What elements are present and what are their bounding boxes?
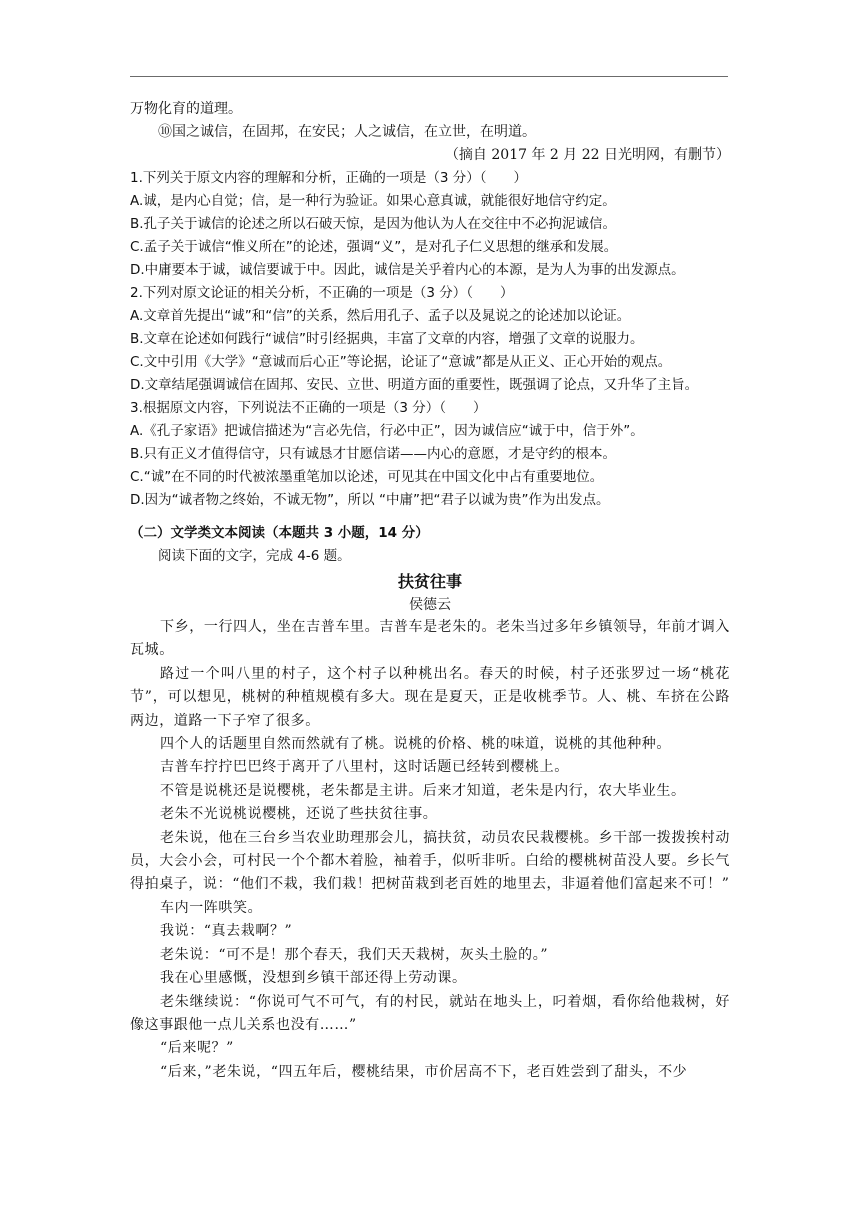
header-rule [130,76,728,77]
passage-source: （摘自 2017 年 2 月 22 日光明网，有删节） [444,147,730,163]
story-paragraph: 吉普车拧拧巴巴终于离开了八里村，这时话题已经转到樱桃上。 [160,759,569,776]
story-paragraph: 老朱不光说桃说樱桃，还说了些扶贫往事。 [160,806,438,823]
section-heading: （二）文学类文本阅读（本题共 3 小题，14 分） [130,525,429,541]
question-option: D.因为“诚者物之终始，不诚无物”，所以 “中庸”把“君子以诚为贵”作为出发点。 [130,492,610,508]
question-option: C.孟子关于诚信“惟义所在”的论述，强调“义”，是对孔子仁义思想的继承和发展。 [130,239,618,255]
question-option: B.只有正义才值得信守，只有诚恳才甘愿信诺——内心的意愿，才是守约的根本。 [130,446,617,462]
story-paragraph: “后来呢？” [160,1040,234,1057]
story-paragraph: 四个人的话题里自然而然就有了桃。说桃的价格、桃的味道，说桃的其他种种。 [160,736,671,753]
story-title: 扶贫往事 [397,572,462,591]
question-3 [130,397,730,512]
section-instruction: 阅读下面的文字，完成 4-6 题。 [158,548,351,564]
question-option: C.文中引用《大学》“意诚而后心正”等论据，论证了“意诚”都是从正义、正心开始的观点。 [130,354,672,370]
question-option: B.孔子关于诚信的论述之所以石破天惊，是因为他认为人在交往中不必拘泥诚信。 [130,216,617,232]
story-paragraph: “后来，”老朱说，“四五年后，樱桃结果，市价居高不下，老百姓尝到了甜头，不少 [160,1063,688,1080]
story-paragraph: 路过一个叫八里的村子，这个村子以种桃出名。春天的时候，村子还张罗过一场“桃花节”，可以想见，桃树的种植规模有多大。现在是夏天，正是收桃季节。人、桃、车挤在公路两边，道路一下子窄了很多。 [130,665,730,729]
story-paragraph: 老朱说：“可不是！那个春天，我们天天栽树，灰头土脸的。” [160,946,549,963]
story-paragraph: 不管是说桃还是说樱桃，老朱都是主讲。后来才知道，老朱是内行，农大毕业生。 [160,782,686,799]
story-paragraph: 我在心里感慨，没想到乡镇干部还得上劳动课。 [160,970,467,987]
story-paragraph: 下乡，一行四人，坐在吉普车里。吉普车是老朱的。老朱当过多年乡镇领导，年前才调入瓦城。 [130,619,730,659]
question-option: C.“诚”在不同的时代被浓墨重笔加以论述，可见其在中国文化中占有重要地位。 [130,469,604,485]
story-paragraph: 我说：“真去栽啊？” [160,923,293,940]
story-paragraph: 车内一阵哄笑。 [160,899,263,916]
question-option: D.文章结尾强调诚信在固邦、安民、立世、明道方面的重要性，既强调了论点，又升华了主旨。 [130,377,699,393]
story-paragraph: 老朱说，他在三台乡当农业助理那会儿，搞扶贫，动员农民栽樱桃。乡干部一拨拨挨村动员，大会小会，可村民一个个都木着脸，袖着手，似听非听。白给的樱桃树苗没人要。乡长气得拍桌子，说：“他们不栽，我们栽！把树苗栽到老百姓的地里去，非逼着他们富起来不可！” [130,829,730,893]
passage-text-line: 万物化育的道理。 [130,101,242,117]
question-1 [130,167,730,282]
story-body [130,616,730,1084]
question-option: A.《孔子家语》把诚信描述为“言必先信，行必中正”，因为诚信应“诚于中，信于外”。 [130,423,644,439]
story-author: 侯德云 [409,597,451,613]
question-option: D.中庸要本于诚，诚信要诚于中。因此，诚信是关乎着内心的本源，是为人为事的出发源点。 [130,262,685,278]
question-option: A.文章首先提出“诚”和“信”的关系，然后用孔子、孟子以及晁说之的论述加以论证。 [130,308,631,324]
passage-paragraph-10: ⑩国之诚信，在固邦，在安民；人之诚信，在立世，在明道。 [158,124,536,140]
question-option: B.文章在论述如何践行“诚信”时引经据典，丰富了文章的内容，增强了文章的说服力。 [130,331,644,347]
question-stem: 2.下列对原文论证的相关分析，不正确的一项是（3 分）（ ） [130,285,514,301]
page-content [130,98,730,1084]
question-stem: 1.下列关于原文内容的理解和分析，正确的一项是（3 分）（ ） [130,170,528,186]
question-stem: 3.根据原文内容，下列说法不正确的一项是（3 分）（ ） [130,400,487,416]
story-paragraph: 老朱继续说：“你说可气不可气，有的村民，就站在地头上，叼着烟，看你给他栽树，好像这事跟他一点儿关系也没有……” [130,993,730,1033]
question-option: A.诚，是内心自觉；信，是一种行为验证。如果心意真诚，就能很好地信守约定。 [130,193,616,209]
question-2 [130,282,730,397]
